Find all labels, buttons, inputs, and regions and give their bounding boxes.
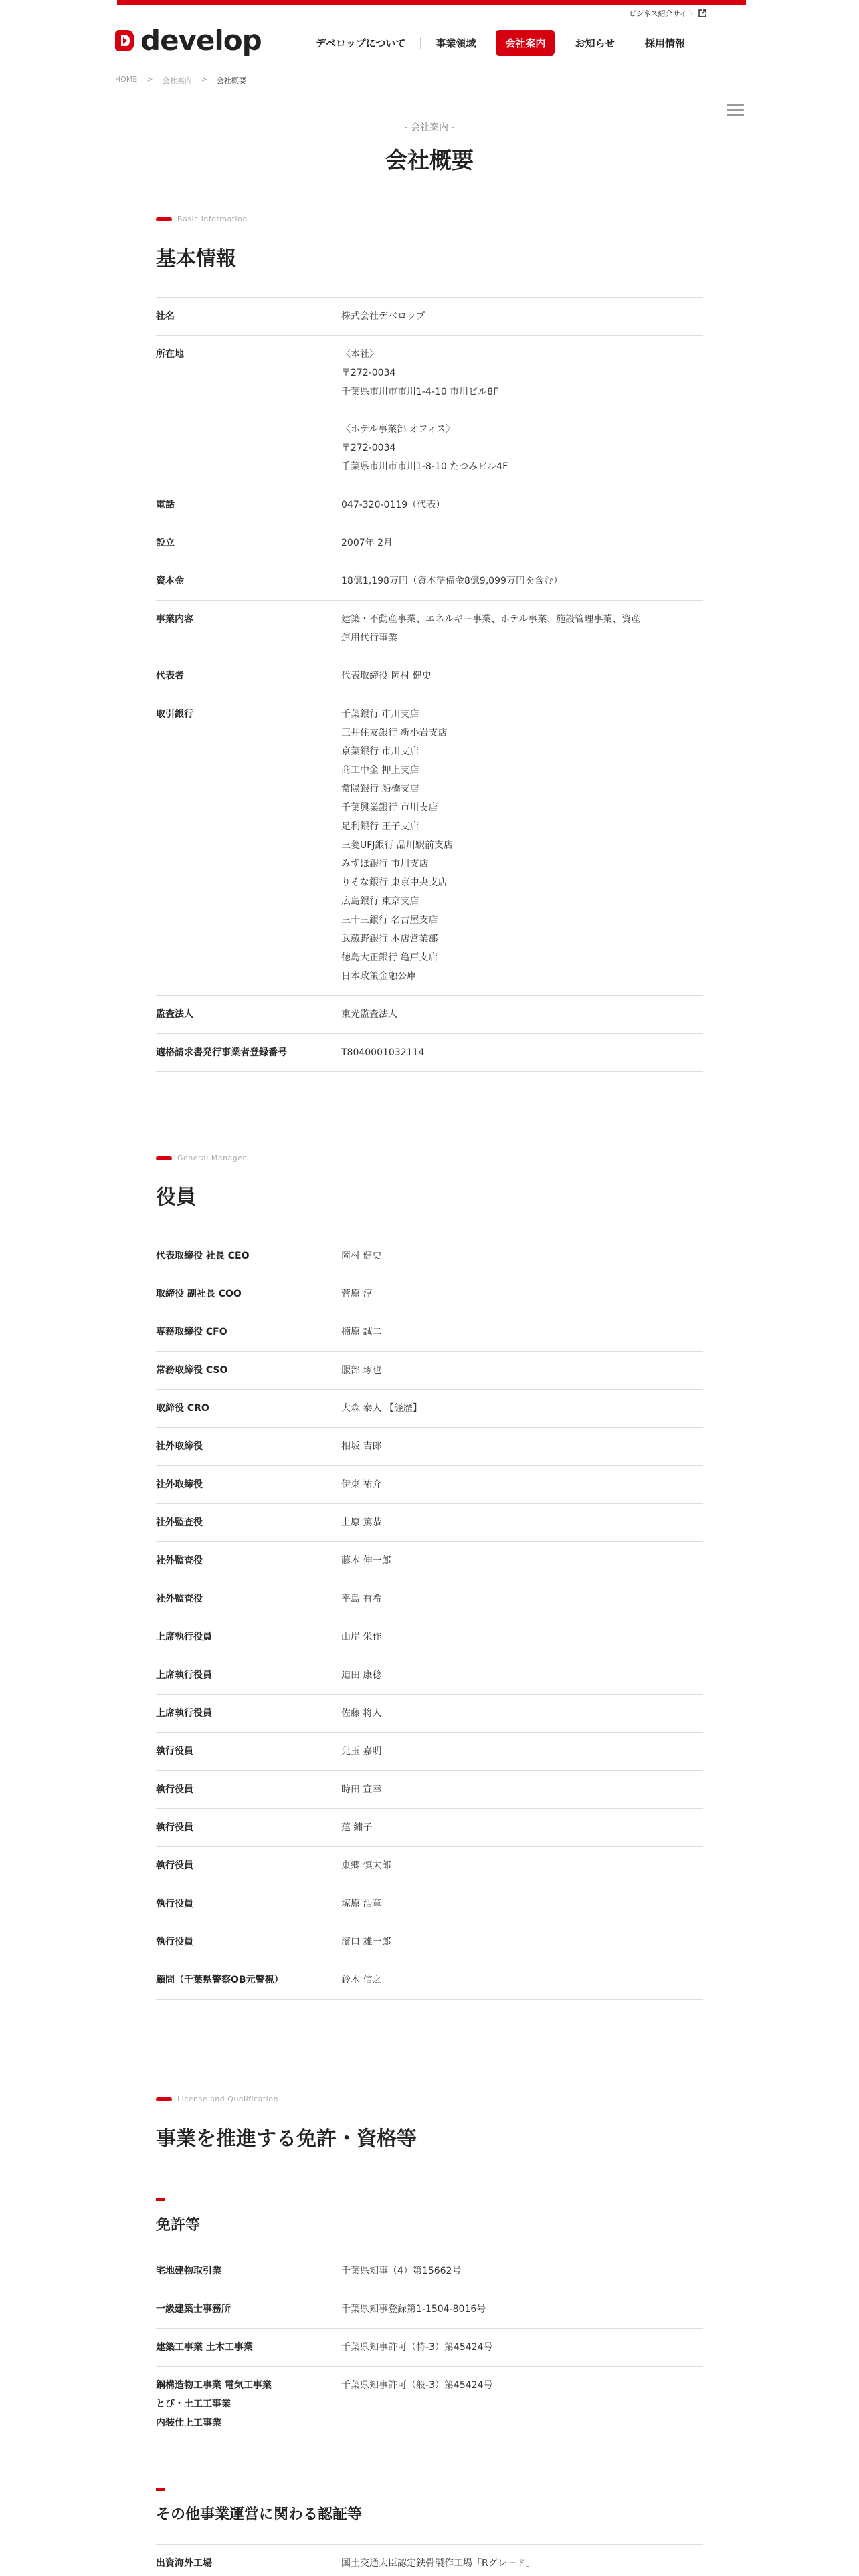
row-value-line: 〈ホテル事業部 オフィス〉 bbox=[341, 424, 456, 435]
row-value-line: 徳島大正銀行 亀戸支店 bbox=[341, 952, 438, 963]
row-value-line: 運用代行事業 bbox=[341, 633, 397, 643]
row-value bbox=[341, 657, 703, 695]
row-label: 代表取締役 社長 CEO bbox=[156, 1251, 250, 1261]
row-value-line: 塚原 浩章 bbox=[341, 1899, 382, 1909]
row-label: 取引銀行 bbox=[156, 709, 193, 720]
row-value bbox=[341, 1428, 703, 1465]
row-value-line: 東光監査法人 bbox=[341, 1009, 397, 1020]
row-value-line: 〈本社〉 bbox=[341, 349, 379, 360]
row-value-line: 上原 篤恭 bbox=[341, 1517, 382, 1528]
basic-info-table bbox=[156, 297, 703, 1072]
officers-section-en-label: General Manager bbox=[156, 1154, 246, 1162]
table-row bbox=[156, 1923, 703, 1961]
row-value bbox=[341, 298, 703, 335]
row-label: 常務取締役 CSO bbox=[156, 1365, 228, 1376]
certification-subsection-title: その他事業運営に関わる認証等 bbox=[156, 2506, 363, 2523]
table-row bbox=[156, 2329, 703, 2367]
row-value-line: 藤本 伸一郎 bbox=[341, 1555, 391, 1566]
row-value bbox=[341, 1809, 703, 1846]
row-label: 取締役 副社長 COO bbox=[156, 1289, 242, 1299]
row-label: 監査法人 bbox=[156, 1009, 193, 1020]
officers-table bbox=[156, 1237, 703, 2000]
license-section-en-label: License and Qualification bbox=[156, 2095, 278, 2103]
row-value-line: 千葉興業銀行 市川支店 bbox=[341, 802, 438, 813]
logo-text: develop bbox=[140, 24, 262, 57]
row-value-line: 足利銀行 王子支店 bbox=[341, 821, 419, 832]
logo-mark-icon bbox=[115, 29, 135, 53]
table-row bbox=[156, 657, 703, 695]
nav-news[interactable]: お知らせ bbox=[575, 37, 615, 49]
row-value-line: 時田 宣幸 bbox=[341, 1784, 382, 1795]
row-value-line: 千葉県市川市市川1-8-10 たつみビル4F bbox=[341, 461, 508, 472]
certification-subsection-mark bbox=[156, 2488, 165, 2491]
table-row bbox=[156, 562, 703, 601]
row-value bbox=[341, 1390, 703, 1427]
row-label: 上席執行役員 bbox=[156, 1670, 212, 1681]
row-label: 執行役員 bbox=[156, 1746, 193, 1757]
row-label: 社外監査役 bbox=[156, 1594, 203, 1604]
row-value bbox=[341, 2545, 703, 2576]
table-row bbox=[156, 2252, 703, 2290]
row-value bbox=[341, 2329, 703, 2366]
breadcrumb-home[interactable]: HOME bbox=[115, 75, 138, 84]
row-value-line: 東郷 慎太郎 bbox=[341, 1860, 391, 1871]
row-value bbox=[341, 1961, 703, 1999]
table-row bbox=[156, 996, 703, 1034]
row-value bbox=[341, 1313, 703, 1351]
row-value bbox=[341, 1237, 703, 1275]
row-label bbox=[156, 2252, 341, 2290]
row-value-line: T8040001032114 bbox=[341, 1047, 425, 1058]
table-row bbox=[156, 1961, 703, 2000]
table-row bbox=[156, 524, 703, 562]
row-label: 取締役 CRO bbox=[156, 1403, 209, 1414]
row-value bbox=[341, 1695, 703, 1732]
row-value-line: 大森 泰人 【経歴】 bbox=[341, 1403, 422, 1414]
row-value-line: 〒272-0034 bbox=[341, 368, 396, 379]
row-value-line: 岡村 健史 bbox=[341, 1251, 382, 1261]
row-value bbox=[341, 1733, 703, 1770]
row-value bbox=[341, 2252, 703, 2290]
row-value bbox=[341, 1771, 703, 1808]
row-label: 顧問（千葉県警察OB元警視） bbox=[156, 1975, 284, 1985]
row-value bbox=[341, 1656, 703, 1694]
row-value bbox=[341, 1923, 703, 1961]
row-value-line: 商工中金 押上支店 bbox=[341, 765, 419, 776]
row-value-line: 千葉県市川市市川1-4-10 市川ビル8F bbox=[341, 387, 499, 397]
row-value bbox=[341, 1885, 703, 1923]
license-section-title: 事業を推進する免許・資格等 bbox=[156, 2127, 417, 2151]
row-label: 上席執行役員 bbox=[156, 1708, 212, 1719]
global-nav bbox=[301, 29, 700, 56]
row-value bbox=[341, 562, 703, 600]
row-value-line: 建築・不動産事業、エネルギー事業、ホテル事業、施設管理事業、資産 bbox=[341, 614, 641, 625]
row-value-line: 菅原 淳 bbox=[341, 1289, 373, 1299]
row-value bbox=[341, 1580, 703, 1618]
breadcrumb-current: 会社概要 bbox=[216, 76, 246, 85]
row-label-line: とび・土工工事業 bbox=[156, 2399, 231, 2409]
row-value bbox=[341, 1504, 703, 1541]
row-value-line: 山岸 栄作 bbox=[341, 1632, 382, 1642]
table-row bbox=[156, 1618, 703, 1656]
top-accent-bar bbox=[117, 0, 746, 5]
table-row bbox=[156, 1466, 703, 1504]
row-value bbox=[341, 996, 703, 1033]
table-row bbox=[156, 1504, 703, 1542]
license-subsection-mark bbox=[156, 2198, 165, 2201]
page-title: 会社概要 bbox=[385, 147, 474, 173]
row-value bbox=[341, 601, 703, 657]
table-row bbox=[156, 1313, 703, 1352]
row-label: 資本金 bbox=[156, 576, 184, 586]
row-label: 執行役員 bbox=[156, 1937, 193, 1947]
table-row bbox=[156, 1656, 703, 1695]
table-row bbox=[156, 486, 703, 524]
row-label-line: 内装仕上工事業 bbox=[156, 2418, 221, 2428]
table-row bbox=[156, 1580, 703, 1618]
row-value bbox=[341, 1542, 703, 1580]
row-label: 社外取締役 bbox=[156, 1441, 203, 1452]
row-value-line: 千葉県知事登録第1-1504-8016号 bbox=[341, 2304, 486, 2315]
row-value-line: 佐藤 将人 bbox=[341, 1708, 382, 1719]
table-row bbox=[156, 1809, 703, 1847]
row-value-line: 千葉県知事許可（般-3）第45424号 bbox=[341, 2380, 493, 2391]
hamburger-menu-icon[interactable] bbox=[727, 104, 744, 117]
row-value bbox=[341, 524, 703, 562]
row-value-line: 広島銀行 東京支店 bbox=[341, 896, 419, 907]
row-value-line: 伊東 祐介 bbox=[341, 1479, 382, 1490]
external-link-icon bbox=[698, 9, 706, 17]
row-label-line: 鋼構造物工事業 電気工事業 bbox=[156, 2380, 272, 2391]
table-row bbox=[156, 1352, 703, 1390]
breadcrumb-separator: > bbox=[147, 75, 153, 84]
row-label-line: 一級建築士事務所 bbox=[156, 2304, 231, 2315]
row-value bbox=[341, 2290, 703, 2328]
row-label: 社外監査役 bbox=[156, 1517, 203, 1528]
officers-section-title: 役員 bbox=[156, 1186, 196, 1209]
table-row bbox=[156, 1237, 703, 1275]
row-label: 所在地 bbox=[156, 349, 184, 360]
row-value-line: 三菱UFJ銀行 品川駅前支店 bbox=[341, 840, 453, 851]
row-value-line: 武蔵野銀行 本店営業部 bbox=[341, 934, 438, 944]
breadcrumb bbox=[115, 75, 246, 86]
table-row bbox=[156, 298, 703, 336]
row-value-line: 国土交通大臣認定鉄骨製作工場「Rグレード」 bbox=[341, 2558, 535, 2569]
table-row bbox=[156, 1034, 703, 1072]
row-value-line: 日本政策金融公庫 bbox=[341, 971, 416, 982]
row-value-line bbox=[341, 401, 703, 420]
row-label: 適格請求書発行事業者登録番号 bbox=[156, 1047, 287, 1058]
row-value-line: 〒272-0034 bbox=[341, 443, 396, 453]
row-value-line: 千葉銀行 市川支店 bbox=[341, 709, 419, 720]
table-row bbox=[156, 2367, 703, 2442]
row-value-line: 楠原 誠二 bbox=[341, 1327, 382, 1337]
row-value bbox=[341, 336, 703, 486]
row-value bbox=[341, 486, 703, 524]
nav-company[interactable]: 会社案内 bbox=[496, 30, 555, 56]
row-value-line: 平島 有希 bbox=[341, 1594, 382, 1604]
basic-section-title: 基本情報 bbox=[156, 247, 236, 271]
row-value-line: 千葉県知事（4）第15662号 bbox=[341, 2266, 462, 2276]
table-row bbox=[156, 1847, 703, 1885]
nav-recruit[interactable]: 採用情報 bbox=[630, 37, 700, 49]
row-value-line: 蓮 繍子 bbox=[341, 1822, 373, 1833]
row-label: 執行役員 bbox=[156, 1899, 193, 1909]
row-value-line: 常陽銀行 船橋支店 bbox=[341, 784, 419, 794]
row-label: 執行役員 bbox=[156, 1784, 193, 1795]
row-label: 社名 bbox=[156, 311, 175, 322]
table-row bbox=[156, 695, 703, 996]
row-label bbox=[156, 2290, 341, 2328]
table-row bbox=[156, 1885, 703, 1923]
row-label bbox=[156, 2545, 341, 2576]
row-value-line: 服部 琢也 bbox=[341, 1365, 382, 1376]
row-value bbox=[341, 1847, 703, 1885]
row-label: 社外取締役 bbox=[156, 1479, 203, 1490]
table-row bbox=[156, 601, 703, 657]
row-value-line: 株式会社デベロップ bbox=[341, 311, 425, 322]
row-value bbox=[341, 1466, 703, 1503]
row-label bbox=[156, 2329, 341, 2366]
business-site-link[interactable] bbox=[629, 8, 706, 19]
row-value-line: 兒玉 嘉明 bbox=[341, 1746, 382, 1757]
row-value bbox=[341, 1275, 703, 1313]
table-row bbox=[156, 2290, 703, 2329]
table-row bbox=[156, 1695, 703, 1733]
row-label-line: 建築工事業 土木工事業 bbox=[156, 2342, 253, 2353]
row-value bbox=[341, 695, 703, 995]
nav-business[interactable]: 事業領域 bbox=[420, 37, 490, 49]
row-label: 電話 bbox=[156, 500, 175, 510]
row-value-line: みずほ銀行 市川支店 bbox=[341, 859, 429, 869]
row-value bbox=[341, 1352, 703, 1389]
row-label: 代表者 bbox=[156, 671, 184, 681]
table-row bbox=[156, 336, 703, 486]
table-row bbox=[156, 1771, 703, 1809]
row-label: 執行役員 bbox=[156, 1822, 193, 1833]
row-value-line: 鈴木 信之 bbox=[341, 1975, 382, 1985]
row-label-line: 宅地建物取引業 bbox=[156, 2266, 221, 2276]
row-label: 上席執行役員 bbox=[156, 1632, 212, 1642]
table-row bbox=[156, 1542, 703, 1580]
row-label: 社外監査役 bbox=[156, 1555, 203, 1566]
site-logo[interactable] bbox=[115, 24, 262, 57]
row-label: 執行役員 bbox=[156, 1860, 193, 1871]
row-label: 事業内容 bbox=[156, 614, 193, 625]
row-value-line: 三井住友銀行 新小岩支店 bbox=[341, 728, 448, 738]
row-value-line: 2007年 2月 bbox=[341, 538, 393, 548]
row-value-line: 18億1,198万円（資本準備金8億9,099万円を含む） bbox=[341, 576, 563, 586]
nav-about[interactable]: デベロップについて bbox=[316, 37, 406, 49]
business-site-link-label: ビジネス紹介サイト bbox=[629, 9, 694, 18]
row-value bbox=[341, 1618, 703, 1656]
table-row bbox=[156, 2545, 703, 2576]
table-row bbox=[156, 1390, 703, 1428]
table-row bbox=[156, 1733, 703, 1771]
row-value bbox=[341, 2367, 703, 2442]
row-value-line: 代表取締役 岡村 健史 bbox=[341, 671, 432, 681]
row-value-line: 京葉銀行 市川支店 bbox=[341, 746, 419, 757]
row-value-line: 047-320-0119（代表） bbox=[341, 500, 446, 510]
row-value-line: 千葉県知事許可（特-3）第45424号 bbox=[341, 2342, 493, 2353]
row-label bbox=[156, 2367, 341, 2442]
row-value-line: 相坂 吉郎 bbox=[341, 1441, 382, 1452]
license-subsection-title: 免許等 bbox=[156, 2217, 201, 2234]
basic-section-en-label: Basic Information bbox=[156, 215, 248, 223]
breadcrumb-separator: > bbox=[201, 75, 207, 84]
license-table bbox=[156, 2252, 703, 2442]
row-label: 設立 bbox=[156, 538, 175, 548]
row-value-line: 濱口 雄一郎 bbox=[341, 1937, 391, 1947]
certification-table bbox=[156, 2544, 703, 2576]
table-row bbox=[156, 1428, 703, 1466]
row-value bbox=[341, 1034, 703, 1071]
row-value-line: りそな銀行 東京中央支店 bbox=[341, 877, 448, 888]
row-label: 専務取締役 CFO bbox=[156, 1327, 227, 1337]
table-row bbox=[156, 1275, 703, 1313]
row-label-line: 出資海外工場 bbox=[156, 2558, 212, 2569]
breadcrumb-company[interactable]: 会社案内 bbox=[162, 76, 192, 85]
row-value-line: 迫田 康稔 bbox=[341, 1670, 382, 1681]
page-subtitle: - 会社案内 - bbox=[404, 122, 455, 133]
row-value-line: 三十三銀行 名古屋支店 bbox=[341, 915, 438, 926]
